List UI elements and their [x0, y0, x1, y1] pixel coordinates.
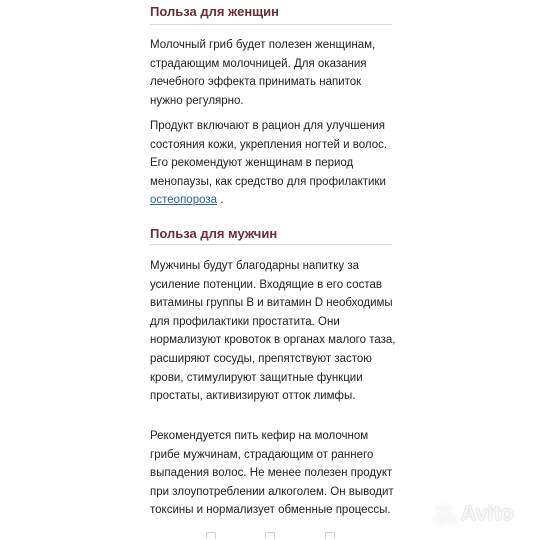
nav-ghost-icon — [325, 532, 335, 539]
paragraph-men-1: Мужчины будут благодарны напитку за усиление потенции. Входящие в его состав витамины группы В и витамин D необходимы для профилактики простатита. Они нормализуют кровоток в органах малого таза, расширяют сосуды, препятствуют застою крови, стимулируют защитные функции простаты, активизируют отток лимфы. — [150, 260, 396, 403]
paragraph-women-2-tail: . — [217, 194, 224, 207]
section-title-women: Польза для женщин — [150, 4, 279, 19]
nav-ghost-icon — [206, 532, 216, 539]
paragraph-men-2: Рекомендуется пить кефир на молочном грибе мужчинам, страдающим от раннего выпадения волос. Не менее полезен продукт при злоупотреблении алкоголем. Он выводит токсины и нормализует обменные процессы. — [150, 430, 394, 517]
avito-watermark — [432, 501, 514, 527]
avito-logo-icon — [432, 501, 458, 527]
section-divider-men — [150, 244, 392, 245]
section-divider-women — [150, 24, 392, 25]
paragraph-women-2 — [150, 117, 396, 210]
paragraph-women-1: Молочный гриб будет полезен женщинам, страдающим молочницей. Для оказания лечебного эффекта принимать напиток нужно регулярно. — [150, 39, 376, 107]
watermark-text: Avito — [461, 502, 514, 525]
osteoporosis-link[interactable]: остеопороза — [150, 194, 218, 207]
section-title-men: Польза для мужчин — [150, 226, 278, 241]
paragraph-women-2-text: Продукт включают в рацион для улучшения состояния кожи, укрепления ногтей и волос. Его рекомендуют женщинам в период менопаузы, как средство для профилактики — [150, 120, 388, 188]
nav-ghost-icon — [265, 532, 275, 539]
